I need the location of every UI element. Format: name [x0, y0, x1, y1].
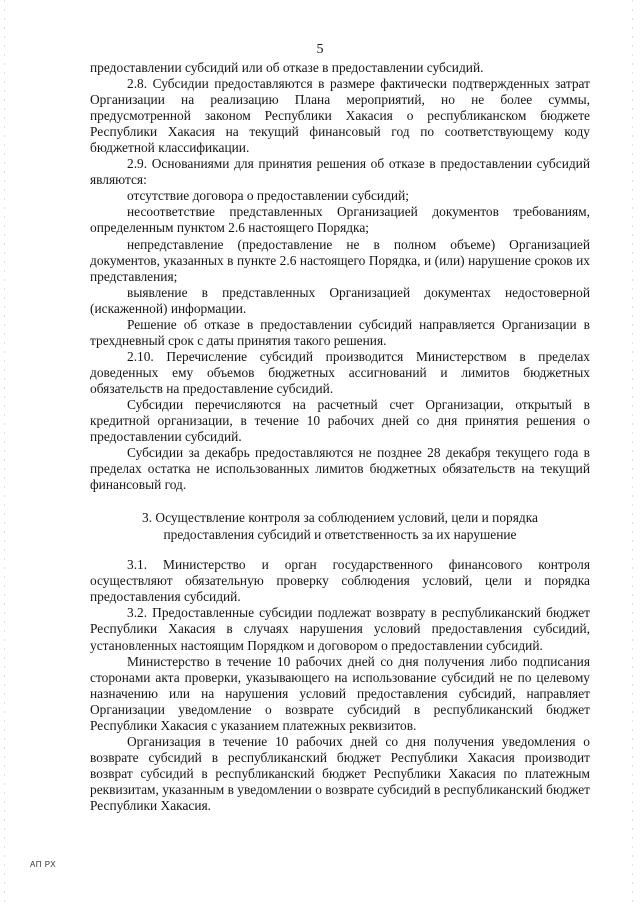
- paragraph: 2.8. Субсидии предоставляются в размере фактически подтвержденных затрат Организации на реализацию Плана мероприятий, но не более суммы, предусмотренной законом Республики Хакасия о республиканском бюджете Республики Хакасия на текущий финансовый год по соответствующему коду бюджетной классификации.: [90, 76, 590, 156]
- section-heading: [90, 509, 590, 543]
- paragraph: отсутствие договора о предоставлении субсидий;: [127, 188, 409, 204]
- paragraph: Министерство в течение 10 рабочих дней со дня получения либо подписания сторонами акта проверки, указывающего на использование субсидий не по целевому назначению или на нарушения условий предоставления субсидий, направляет Организации уведомление о возврате субсидий в республиканский бюджет Республики Хакасия с указанием платежных реквизитов.: [90, 653, 590, 733]
- section-heading-line2: предоставления субсидий и ответственность за их нарушение: [163, 527, 517, 543]
- footer-code: АП РХ: [30, 860, 57, 869]
- paragraph: 3.2. Предоставленные субсидии подлежат возврату в республиканский бюджет Республики Хакасия в случаях нарушения условий предоставления субсидий, установленных настоящим Порядком и договором о предоставлении субсидий.: [90, 605, 590, 653]
- paragraph: предоставлении субсидий или об отказе в предоставлении субсидий.: [90, 60, 484, 75]
- paragraph: выявление в представленных Организацией документах недостоверной (искаженной) информации.: [90, 284, 590, 316]
- paragraph: Субсидии за декабрь предоставляются не позднее 28 декабря текущего года в пределах остатка не использованных лимитов бюджетных обязательств на текущий финансовый год.: [90, 445, 590, 493]
- scan-edge-left: [4, 0, 5, 905]
- paragraph: Организация в течение 10 рабочих дней со дня получения уведомления о возврате субсидий в республиканский бюджет Республики Хакасия производит возврат субсидий в республиканский бюджет Республики Хакасия по платежным реквизитам, указанным в уведомлении о возврате субсидий в республиканский бюджет Республики Хакасия.: [90, 733, 590, 813]
- paragraph: несоответствие представленных Организацией документов требованиям, определенным пунктом 2.6 настоящего Порядка;: [90, 204, 590, 236]
- paragraphs-before-heading: [90, 60, 590, 493]
- section-heading-line1: 3. Осуществление контроля за соблюдением условий, цели и порядка: [142, 510, 538, 526]
- paragraph: 2.10. Перечисление субсидий производится Министерством в пределах доведенных ему объемов бюджетных ассигнований и лимитов бюджетных обязательств на предоставление субсидий.: [90, 348, 590, 396]
- paragraph: Субсидии перечисляются на расчетный счет Организации, открытый в кредитной организации, в течение 10 рабочих дней со дня принятия решения о предоставлении субсидий.: [90, 396, 590, 445]
- document-body: [90, 60, 590, 814]
- paragraph: 2.9. Основаниями для принятия решения об отказе в предоставлении субсидий являются:: [90, 156, 590, 188]
- scan-edge-right: [632, 0, 633, 905]
- page-number: 5: [316, 42, 324, 57]
- paragraphs-after-heading: [90, 557, 590, 814]
- paragraph: непредставление (предоставление не в полном объеме) Организацией документов, указанных в пункте 2.6 настоящего Порядка, и (или) нарушение сроков их представления;: [90, 236, 590, 284]
- paragraph: Решение об отказе в предоставлении субсидий направляется Организации в трехдневный срок с даты принятия такого решения.: [90, 316, 590, 348]
- paragraph: 3.1. Министерство и орган государственного финансового контроля осуществляют обязательную проверку соблюдения условий, цели и порядка предоставления субсидий.: [90, 557, 590, 605]
